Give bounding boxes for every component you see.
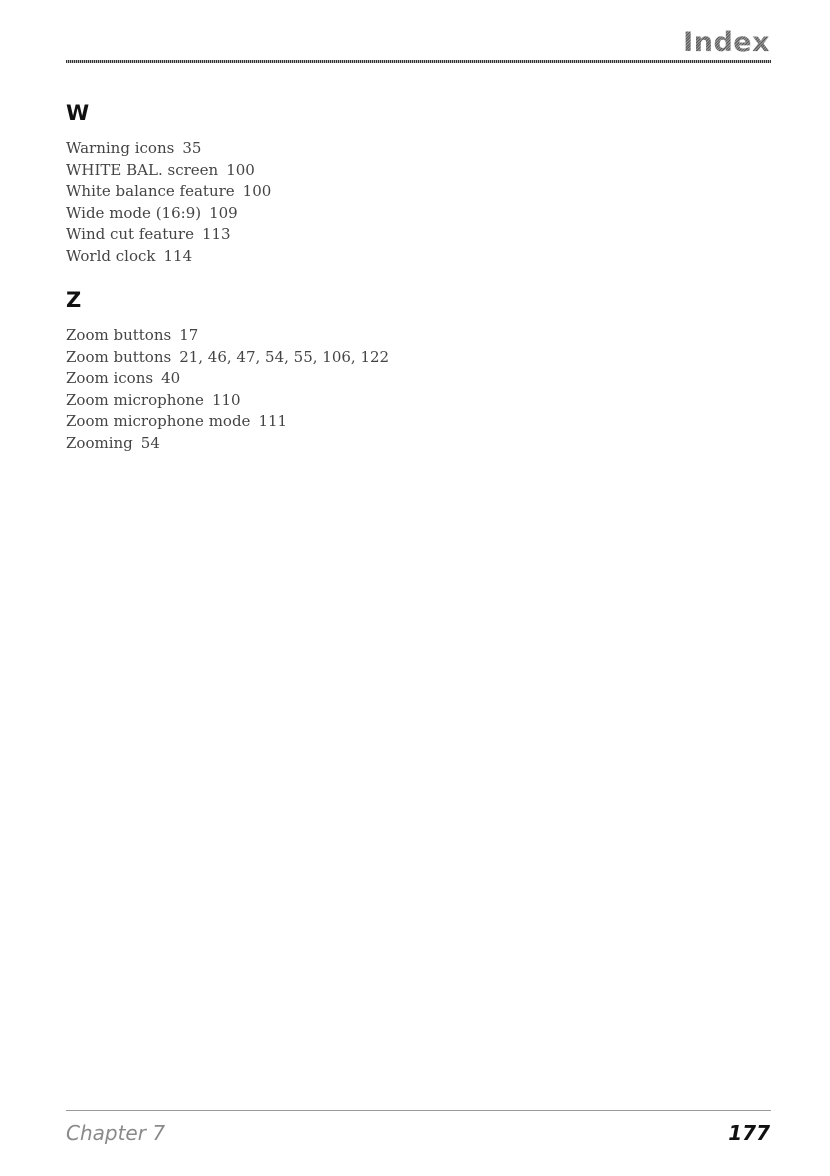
footer-page-number: 177 <box>728 1121 770 1145</box>
index-entry <box>66 138 271 160</box>
entry-pages: 40 <box>161 369 181 387</box>
index-section-z <box>66 290 389 454</box>
entry-term: Zooming <box>66 433 133 452</box>
entry-term: Zoom microphone <box>66 390 204 409</box>
index-entry <box>66 347 389 369</box>
entry-pages: 114 <box>163 246 193 265</box>
entry-pages: 110 <box>211 390 241 409</box>
entry-term: Zoom buttons <box>66 347 172 366</box>
index-entry <box>66 181 271 203</box>
entry-term: Zoom icons <box>66 369 154 387</box>
entry-pages: 100 <box>226 160 255 179</box>
index-entry <box>66 368 389 390</box>
index-entry-list-w <box>66 138 271 267</box>
index-entry <box>66 224 271 246</box>
section-letter-w: W <box>66 101 90 125</box>
entry-term: Zoom microphone mode <box>66 412 251 430</box>
entry-term: Warning icons <box>66 139 175 157</box>
entry-pages: 35 <box>182 139 202 157</box>
entry-term: White balance feature <box>66 182 235 200</box>
index-entry <box>66 325 389 347</box>
entry-pages: 17 <box>179 326 199 344</box>
entry-pages: 109 <box>209 203 238 222</box>
entry-term: Wide mode (16:9) <box>66 203 202 222</box>
index-entry <box>66 246 271 268</box>
index-entry <box>66 160 271 182</box>
index-entry <box>66 203 271 225</box>
entry-pages: 21, 46, 47, 54, 55, 106, 122 <box>179 347 390 366</box>
section-letter-z: Z <box>66 288 82 312</box>
entry-pages: 54 <box>140 433 160 452</box>
index-entry <box>66 411 389 433</box>
index-section-w <box>66 103 271 267</box>
footer-chapter-label: Chapter 7 <box>66 1121 166 1145</box>
entry-term: Zoom buttons <box>66 326 172 344</box>
header-divider <box>66 60 771 63</box>
entry-pages: 113 <box>201 225 231 243</box>
entry-pages: 111 <box>258 412 288 430</box>
entry-pages: 100 <box>242 182 272 200</box>
footer-divider <box>66 1110 771 1111</box>
entry-term: World clock <box>66 246 156 265</box>
index-entry <box>66 390 389 412</box>
index-entry-list-z <box>66 325 389 454</box>
page-header-title: Index <box>683 27 770 58</box>
index-entry <box>66 433 389 455</box>
entry-term: Wind cut feature <box>66 225 194 243</box>
entry-term: WHITE BAL. screen <box>66 160 219 179</box>
